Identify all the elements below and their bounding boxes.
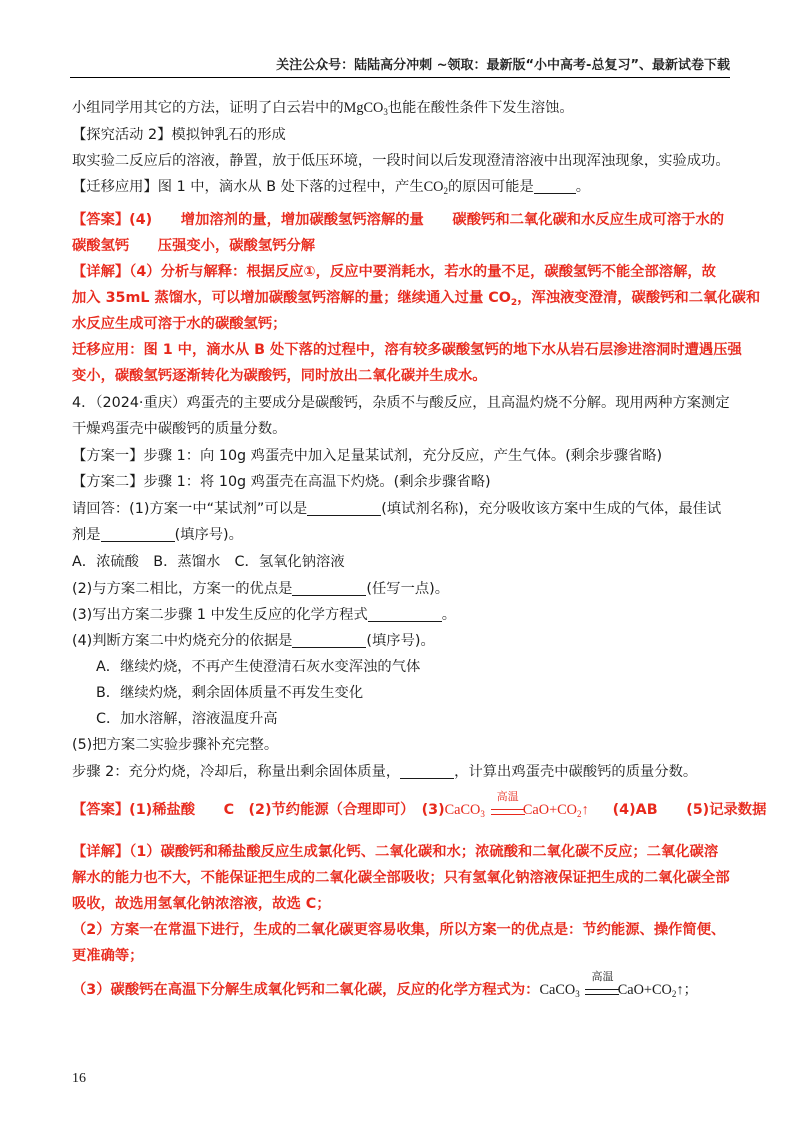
detail-6-text: （3）碳酸钙在高温下分解生成氧化钙和二氧化碳，反应的化学方程式为： <box>72 982 540 998</box>
question-4-line-1: 4．（2024·重庆）鸡蛋壳的主要成分是碳酸钙，杂质不与酸反应，且高温灼烧不分解。现用两种方案测定 <box>72 395 730 411</box>
eq2-product: CaO+CO <box>617 982 672 998</box>
sub-question-1-cont <box>72 525 243 545</box>
page-number: 16 <box>72 1071 86 1086</box>
eq2-up-arrow: ↑ <box>676 982 684 998</box>
transfer-question <box>72 177 590 197</box>
option-b: B．继续灼烧，剩余固体质量不再发生变化 <box>96 685 364 701</box>
eq1-condition: 高温 <box>496 791 519 803</box>
answer-line-2: 碳酸氢钙 压强变小，碳酸氢钙分解 <box>72 238 316 254</box>
sub-question-2 <box>72 579 449 599</box>
sub-question-1 <box>72 499 721 519</box>
plan-one: 【方案一】步骤 1：向 10g 鸡蛋壳中加入足量某试剂，充分反应，产生气体。(剩余步骤省略) <box>72 448 663 464</box>
subscript-2: 2 <box>443 186 448 196</box>
formula-mgco3 <box>344 100 388 116</box>
formula-co2 <box>424 179 448 195</box>
answer-blank[interactable] <box>534 179 576 194</box>
step-2-blank[interactable] <box>400 764 454 779</box>
text-line-3: 取实验二反应后的溶液，静置，放于低压环境，一段时间以后发现澄清溶液中出现浑浊现象，实验成功。 <box>72 153 730 169</box>
eq2-caco: CaCO <box>539 982 576 998</box>
step-2 <box>72 762 697 782</box>
line-1-tail: 也能在酸性条件下发生溶蚀。 <box>387 100 574 116</box>
transfer-text-2: 的原因可能是 <box>448 179 534 195</box>
eq1-product: CaO+CO <box>522 802 578 818</box>
line-1-text: 小组同学用其它的方法，证明了白云岩中的 <box>72 100 344 116</box>
sub-q3-text-2: 。 <box>441 607 457 623</box>
answer-4 <box>72 791 767 820</box>
sub-q3-text: (3)写出方案二步骤 1 中发生反应的化学方程式 <box>72 607 368 623</box>
detail-line-3: 水反应生成可溶于水的碳酸氢钙； <box>72 316 287 332</box>
header-rule <box>70 77 730 78</box>
options-1: A．浓硫酸 B．蒸馏水 C．氢氧化钠溶液 <box>72 554 345 570</box>
formula-co: CO <box>423 179 444 195</box>
detail-2b: ，浑浊液变澄清，碳酸钙和二氧化碳和 <box>517 290 761 306</box>
detail-sub-2: 2 <box>510 298 518 308</box>
subscript-3: 3 <box>383 107 388 117</box>
eq1-sub-2: 2 <box>577 809 582 819</box>
advantage-blank[interactable] <box>292 581 366 596</box>
sub-question-4 <box>72 631 435 651</box>
reagent-blank[interactable] <box>307 501 381 516</box>
detail-line-4: 迁移应用：图 1 中，滴水从 B 处下落的过程中，溶有较多碳酸氢钙的地下水从岩石层渗进溶洞时遭遇压强 <box>72 342 742 358</box>
sub-q2-text: (2)与方案二相比，方案一的优点是 <box>72 581 293 597</box>
sub-question-3 <box>72 605 456 625</box>
transfer-text: 【迁移应用】图 1 中，滴水从 B 处下落的过程中，产生 <box>72 179 424 195</box>
detail-4-line-6 <box>72 971 709 1000</box>
sub-q1-text-4: (填序号)。 <box>174 527 243 543</box>
equation-2 <box>539 971 709 1000</box>
step-2-text: 步骤 2：充分灼烧，冷却后，称量出剩余固体质量， <box>72 764 401 780</box>
answer-4-text-2: (4)AB (5)记录数据 <box>612 802 767 818</box>
detail-line-2 <box>72 288 760 308</box>
formula-mgco: MgCO <box>343 100 384 116</box>
eq2-sub-3: 3 <box>575 989 580 999</box>
detail-4-line-2: 解水的能力也不大，不能保证把生成的二氧化碳全部吸收；只有氢氧化钠溶液保证把生成的二氧化碳全部 <box>72 870 730 886</box>
plan-two: 【方案二】步骤 1：将 10g 鸡蛋壳在高温下灼烧。(剩余步骤省略) <box>72 474 491 490</box>
option-a: A．继续灼烧，不再产生使澄清石灰水变浑浊的气体 <box>96 659 421 675</box>
absorbent-blank[interactable] <box>101 527 175 542</box>
option-c: C．加水溶解，溶液温度升高 <box>96 711 278 727</box>
sub-q1-text-3: 剂是 <box>72 527 101 543</box>
step-2-text-2: ，计算出鸡蛋壳中碳酸钙的质量分数。 <box>454 764 698 780</box>
eq2-double-line <box>585 989 619 995</box>
sub-q2-text-2: (任写一点)。 <box>366 581 450 597</box>
text-line-1 <box>72 98 574 118</box>
detail-line-1: 【详解】（4）分析与解释：根据反应①，反应中要消耗水，若水的量不足，碳酸氢钙不能全部溶解，故 <box>72 264 716 280</box>
eq1-double-line <box>491 809 525 815</box>
eq2-sub-2: 2 <box>671 989 677 999</box>
detail-line-5: 变小，碳酸氢钙逐渐转化为碳酸钙，同时放出二氧化碳并生成水。 <box>72 368 487 384</box>
equation-1 <box>444 791 613 820</box>
eq1-sub-3: 3 <box>480 809 485 819</box>
detail-2a: 加入 35mL 蒸馏水，可以增加碳酸氢钙溶解的量；继续通入过量 CO <box>72 290 511 306</box>
activity-heading: 【探究活动 2】模拟钟乳石的形成 <box>72 127 286 143</box>
sub-q4-text: (4)判断方案二中灼烧充分的依据是 <box>72 633 293 649</box>
eq2-end: ； <box>683 982 698 998</box>
eq2-condition: 高温 <box>591 971 614 983</box>
sub-q1-text-2: (填试剂名称)，充分吸收该方案中生成的气体，最佳试 <box>381 501 722 517</box>
detail-4-line-3: 吸收，故选用氢氧化钠浓溶液，故选 C； <box>72 896 331 912</box>
answer-4-text: 【答案】(1)稀盐酸 C (2)节约能源（合理即可） (3) <box>72 802 445 818</box>
detail-4-line-5: 更准确等； <box>72 948 144 964</box>
question-4-line-2: 干燥鸡蛋壳中碳酸钙的质量分数。 <box>72 421 287 437</box>
page-header: 关注公众号：陆陆高分冲刺 ~领取：最新版“小中高考-总复习”、最新试卷下载 <box>276 58 730 73</box>
detail-4-line-4: （2）方案一在常温下进行，生成的二氧化碳更容易收集，所以方案一的优点是：节约能源、操作简便、 <box>72 922 726 938</box>
answer-line-1: 【答案】(4) 增加溶剂的量，增加碳酸氢钙溶解的量 碳酸钙和二氧化碳和水反应生成可溶于水的 <box>72 212 725 228</box>
detail-4-line-1: 【详解】（1）碳酸钙和稀盐酸反应生成氯化钙、二氧化碳和水；浓硫酸和二氧化碳不反应；二氧化碳溶 <box>72 844 719 860</box>
sub-q1-text: 请回答：(1)方案一中“某试剂”可以是 <box>72 501 308 517</box>
period: 。 <box>575 179 591 195</box>
eq1-caco: CaCO <box>444 802 481 818</box>
criterion-blank[interactable] <box>292 633 366 648</box>
sub-question-5: (5)把方案二实验步骤补充完整。 <box>72 737 279 753</box>
sub-q4-text-2: (填序号)。 <box>366 633 435 649</box>
equation-blank[interactable] <box>368 607 442 622</box>
eq1-up-arrow: ↑ <box>581 802 589 818</box>
